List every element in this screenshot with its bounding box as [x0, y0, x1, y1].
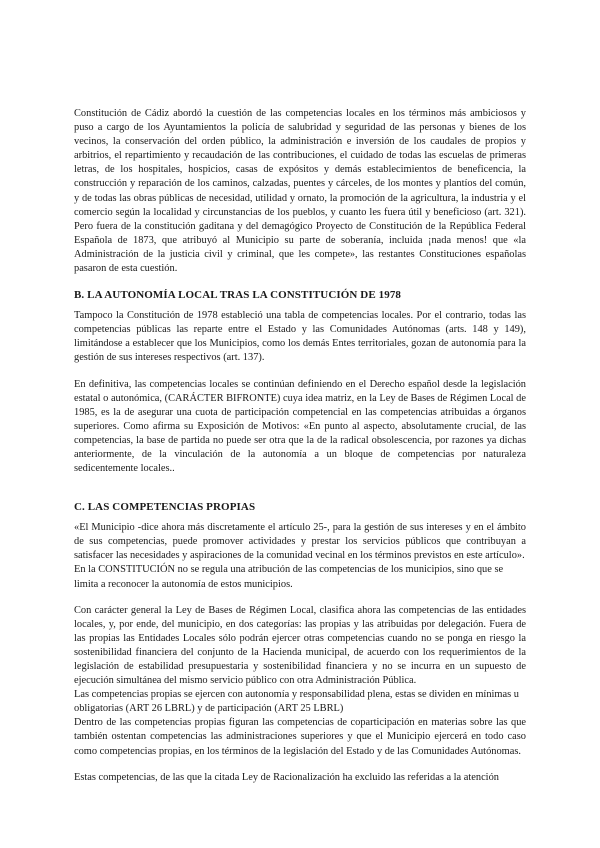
- paragraph-bifronte: En definitiva, las competencias locales se continúan definiendo en el Derecho español desde la legislación estatal o autonómica, (CARÁCTER BIFRONTE) cuya idea matriz, en la Ley de Bases de Régimen Local de 1985, es la de asegurar una cuota de participación competencial en las competencias atribuidas a órganos superiores. Como afirma su Exposición de Motivos: «En punto al aspecto, absolutamente crucial, de las competencias, la base de partida no puede ser otra que la de la radical obsolescencia, por razones ya dichas anteriormente, de la vinculación de la autonomía a un bloque de competencias por naturaleza sedicentemente locales..: [74, 378, 526, 475]
- section-heading-b: B. LA AUTONOMÍA LOCAL TRAS LA CONSTITUCIÓN DE 1978: [74, 289, 402, 302]
- spacer: [74, 366, 526, 378]
- paragraph-categories: Con carácter general la Ley de Bases de Régimen Local, clasifica ahora las competencias de las entidades locales, y, por ende, del municipio, en dos categorías: las propias y las atribuidas por delegación. Fuera de las propias las Entidades Locales sólo podrán ejercer otras competencias cuando no se ponga en riesgo la sostenibilidad financiera del conjunto de la Hacienda municipal, de acuerdo con los requerimientos de la legislación de estabilidad presupuestaria y sostenibilidad financiera y no se incurra en un supuesto de ejecución simultánea del mismo servicio público con otra Administración Pública.: [74, 604, 526, 687]
- paragraph-article-25: «El Municipio -dice ahora más discretamente el artículo 25-, para la gestión de sus intereses y en el ámbito de sus competencias, puede promover actividades y prestar los servicios públicos que contribuyan a satisfacer las necesidades y aspiraciones de la comunidad vecinal en los términos previstos en este artículo».: [74, 522, 526, 562]
- paragraph-constitution-autonomy: En la CONSTITUCIÓN no se regula una atribución de las competencias de los municipios, sino que se limita a reconocer la autonomía de estos municipios.: [74, 564, 504, 590]
- spacer: [74, 302, 526, 309]
- paragraph-own-competences: Las competencias propias se ejercen con autonomía y responsabilidad plena, estas se dividen en mínimas u obligatorias (ART 26 LBRL) y de participación (ART 25 LBRL): [74, 689, 519, 715]
- paragraph-coparticipation: Dentro de las competencias propias figuran las competencias de coparticipación en materias sobre las que también ostentan competencias las administraciones superiores y que el Municipio ejercerá en todo caso como competencias propias, en los términos de la legislación del Estado y de las Comunidades Autónomas.: [74, 717, 526, 757]
- paragraph-constitution-1978: Tampoco la Constitución de 1978 estableció una tabla de competencias locales. Por el contrario, todas las competencias públicas las reparte entre el Estado y las Comunidades Autónomas (arts. 148 y 149), limitándose a establecer que los Municipios, como los demás Entes territoriales, gozan de autonomía para la gestión de sus intereses respectivos (art. 137).: [74, 310, 526, 364]
- paragraph-rationalization-law: Estas competencias, de las que la citada Ley de Racionalización ha excluido las referidas a la atención: [74, 771, 499, 783]
- paragraph-cadiz-constitution: Constitución de Cádiz abordó la cuestión de las competencias locales en los términos más ambiciosos y puso a cargo de los Ayuntamientos la policía de salubridad y seguridad de las personas y bienes de los vecinos, la conservación del orden público, la administración e inversión de los caudales de propios y arbitrios, el repartimiento y recaudación de las contribuciones, el cuidado de todas las escuelas de primeras letras, de los hospitales, hospicios, casas de expósitos y demás establecimientos de beneficencia, la construcción y reparación de los caminos, calzadas, puentes y cárceles, de los montes y plantíos del común, y de todas las obras públicas de necesidad, utilidad y ornato, la promoción de la agricultura, la industria y el comercio según la localidad y circunstancias de los pueblos, y cuanto les fuera útil y beneficioso (art. 321). Pero fuera de la constitución gaditana y del demagógico Proyecto de Constitución de la República Federal Española de 1873, que atribuyó al Municipio su parte de soberanía, incluida ¡nada menos! que «la Administración de la justicia civil y criminal, que les compete», las restantes Constituciones españolas pasaron de esta cuestión.: [74, 108, 526, 275]
- section-heading-c: C. LAS COMPETENCIAS PROPIAS: [74, 501, 256, 514]
- spacer: [74, 514, 526, 521]
- document-body: [74, 107, 526, 785]
- spacer: [74, 759, 526, 771]
- spacer: [74, 592, 526, 604]
- spacer: [74, 276, 526, 288]
- spacer: [74, 476, 526, 500]
